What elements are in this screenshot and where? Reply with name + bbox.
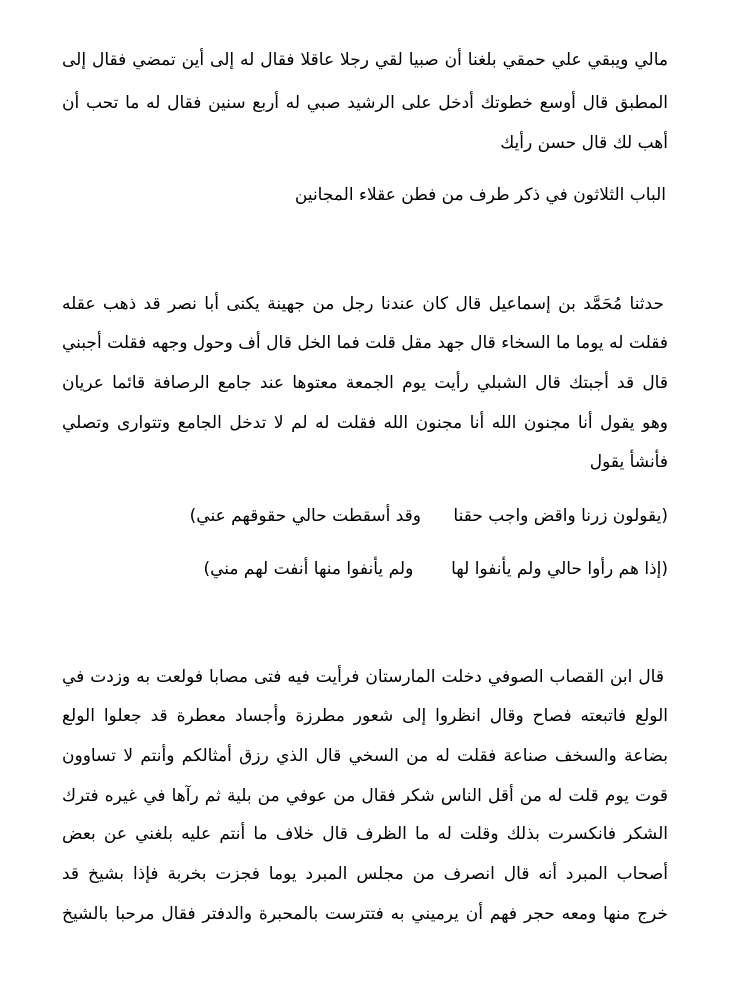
paragraph-1-line-2: المطبق قال أوسع خطوتك أدخل على الرشيد صبي له أربع سنين فقال له ما تحب أن [62,93,668,113]
paragraph-1-line-3: أهب لك قال حسن رأيك [500,133,668,153]
paragraph-2-line-3: قال قد أجبتك قال الشبلي رأيت يوم الجمعة معتوها عند جامع الرصافة قائما عريان [62,373,668,393]
paragraph-3-line-5: الشكر فانكسرت بذلك وقلت له ما الظرف قال خلاف ما أنتم عليه بلغني عن بعض [62,824,668,844]
paragraph-3-line-4: قوت يوم قلت له من أقل الناس شكر فقال من عوفي من بلية ثم رآها في غيره فترك [62,786,668,806]
paragraph-2-line-2: فقلت له يوما ما السخاء قال جهد مقل قلت فما الخل قال أف وحول وجهه فقلت أجبني [62,333,668,353]
chapter-heading: الباب الثلاثون في ذكر طرف من فطن عقلاء المجانين [294,185,666,205]
paragraph-3-line-2: الولع فاتبعته فصاح وقال انظروا إلى شعور مطرزة وأجساد معطرة قد جعلوا الولع [62,706,668,726]
paragraph-3-line-7: خرج منها ومعه حجر فهم أن يرميني به فتترست بالمحبرة والدفتر فقال مرحبا بالشيخ [62,904,668,924]
paragraph-2-line-4: وهو يقول أنا مجنون الله أنا مجنون الله فقلت له لم لا تدخل الجامع وتتوارى وتصلي [62,413,668,433]
paragraph-3-line-3: بضاعة والسخف صناعة فقلت له من السخي قال الذي رزق أمثالكم وأنتم لا تساوون [62,746,668,766]
paragraph-1-line-1: مالي ويبقي علي حمقي بلغنا أن صبيا لقي رجلا عاقلا فقال له إلى أين تمضي فقال إلى [62,50,668,70]
paragraph-3-line-6: أصحاب المبرد أنه قال انصرف من مجلس المبرد يوما فجزت بخربة فإذا بشيخ قد [62,864,668,884]
verse-1: (يقولون زرنا واقض واجب حقنا وقد أسقطت حالي حقوقهم عني) [189,506,668,526]
paragraph-3-line-1: قال ابن القصاب الصوفي دخلت المارستان فرأيت فيه فتى مصابا فولعت به وزدت في [62,667,664,687]
verse-2: (إذا هم رأوا حالي ولم يأنفوا لها ولم يأنفوا منها أنفت لهم مني) [203,559,668,579]
paragraph-2-line-1: حدثنا مُحَمَّد بن إسماعيل قال كان عندنا رجل من جهينة يكنى أبا نصر قد ذهب عقله [62,294,664,314]
paragraph-2-line-5: فأنشأ يقول [589,452,668,472]
